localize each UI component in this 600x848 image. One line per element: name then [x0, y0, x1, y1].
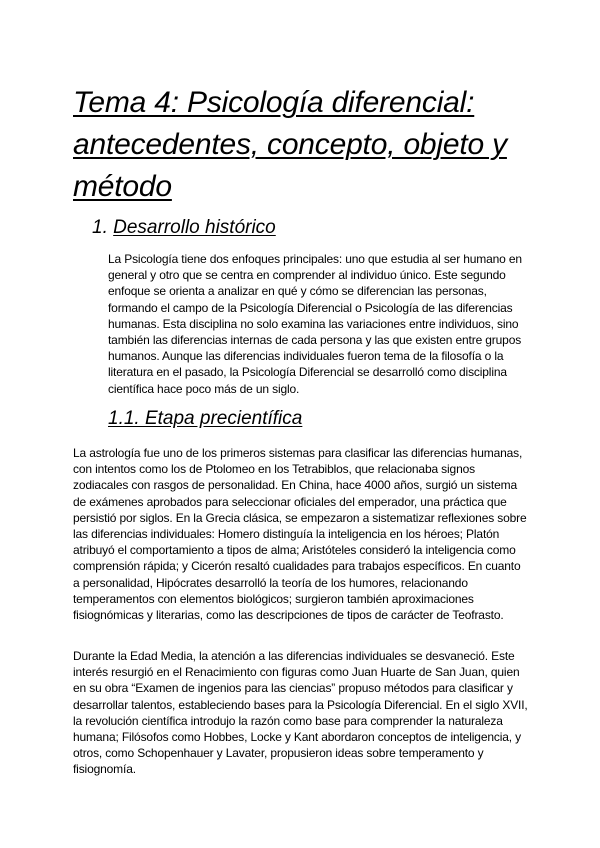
section-heading-desarrollo-historico	[92, 216, 276, 240]
paragraph-astrologia: La astrología fue uno de los primeros sistemas para clasificar las diferencias humanas, con intentos como los de Ptolomeo en los Tetrabiblos, que relacionaba signos zodiacales con rasgos de personalidad. En China, hace 4000 años, surgió un sistema de exámenes aprobados para seleccionar oficiales del emperador, una práctica que persistió por siglos. En la Grecia clásica, se empezaron a sistematizar reflexiones sobre las diferencias individuales: Homero distinguía la inteligencia en los héroes; Platón atribuyó el comportamiento a tipos de alma; Aristóteles consideró la inteligencia como comprensión rápida; y Cicerón resaltó cualidades para trabajos específicos. En cuanto a personalidad, Hipócrates desarrolló la teoría de los humores, relacionando temperamentos con elementos biológicos; surgieron también aproximaciones fisiognómicas y literarias, como las descripciones de tipos de carácter de Teofrasto.	[73, 446, 527, 623]
paragraph-intro: La Psicología tiene dos enfoques principales: uno que estudia al ser humano en general y otro que se centra en comprender al individuo único. Este segundo enfoque se orienta a analizar en qué y cómo se diferencian las personas, formando el campo de la Psicología Diferencial o Psicología de las diferencias humanas. Esta disciplina no solo examina las variaciones entre individuos, sino también las diferencias internas de cada persona y las que existen entre grupos humanos. Aunque las diferencias individuales fueron tema de la filosofía o la literatura en el pasado, la Psicología Diferencial se desarrolló como disciplina científica hace poco más de un siglo.	[108, 252, 522, 396]
section-heading-label: Desarrollo histórico	[113, 217, 276, 238]
section-number: 1.	[92, 217, 108, 238]
document-title: Tema 4: Psicología diferencial: antecedentes, concepto, objeto y método	[73, 86, 507, 203]
paragraph-edad-media: Durante la Edad Media, la atención a las diferencias individuales se desvaneció. Este interés resurgió en el Renacimiento con figuras como Juan Huarte de San Juan, quien en su obra “Examen de ingenios para las ciencias” propuso métodos para clasificar y desarrollar talentos, estableciendo bases para la Psicología Diferencial. En el siglo XVII, la revolución científica introdujo la razón como base para comprender la naturaleza humana; Filósofos como Hobbes, Locke y Kant abordaron conceptos de inteligencia, y otros, como Schopenhauer y Lavater, propusieron ideas sobre temperamento y fisiognomía.	[73, 649, 528, 777]
subsection-heading-etapa-precientifica: 1.1. Etapa precientífica	[108, 408, 303, 429]
